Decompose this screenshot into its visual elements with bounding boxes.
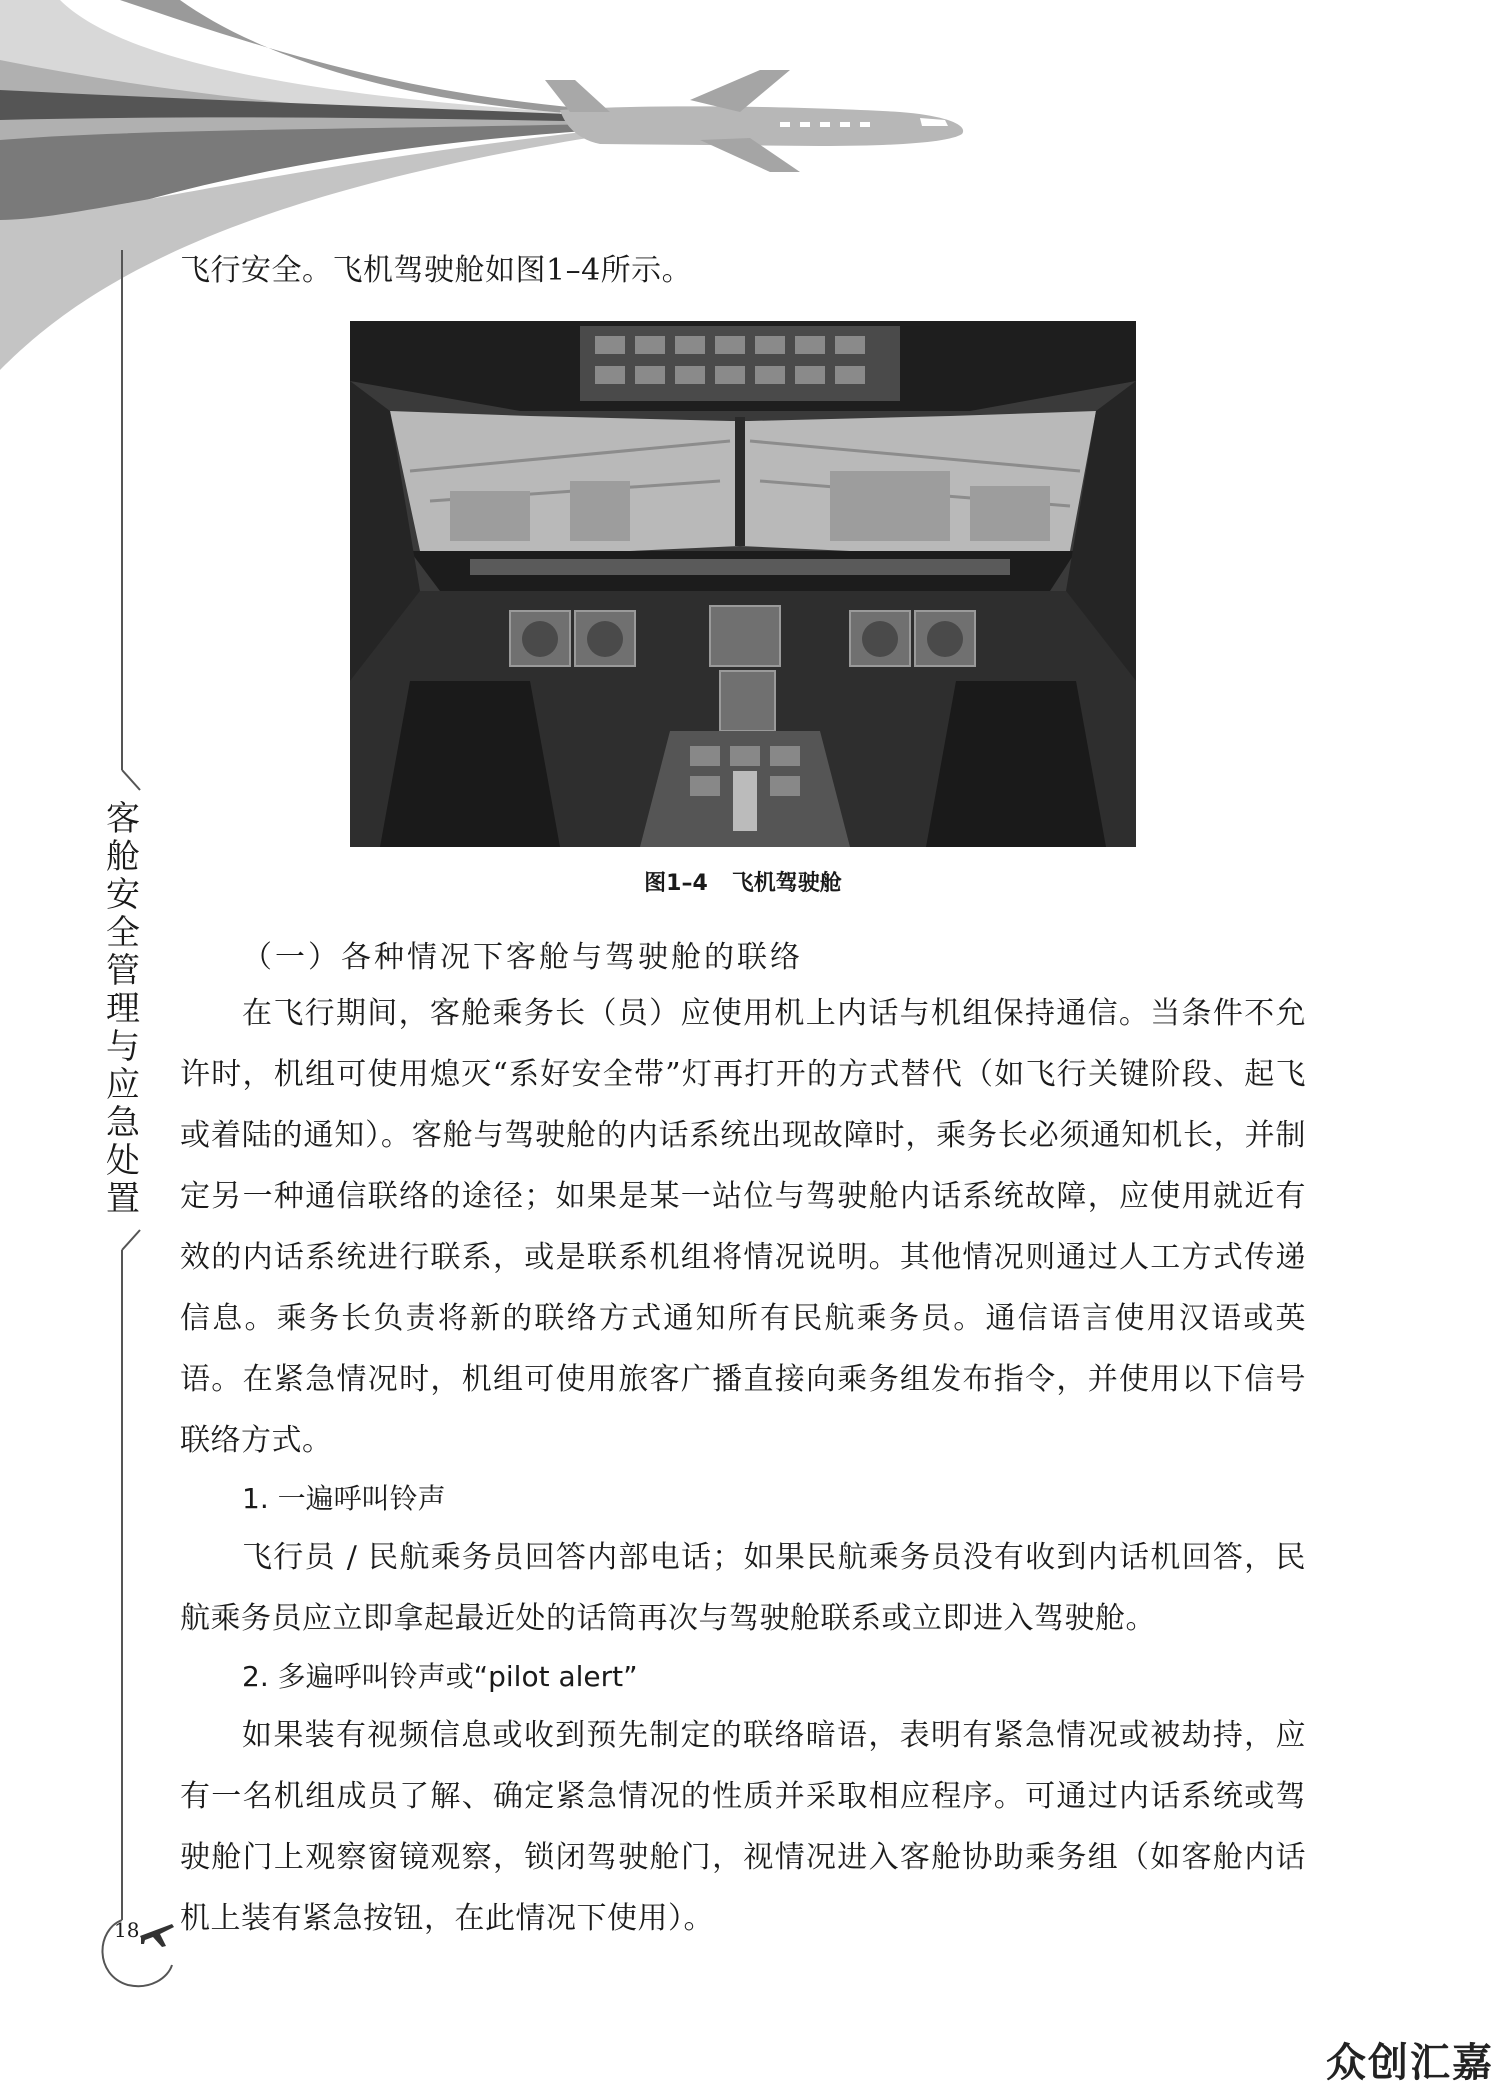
watermark-text: 众创汇嘉 xyxy=(1326,2040,1494,2086)
item1-text: 飞行员 / 民航乘务员回答内部电话；如果民航乘务员没有收到内话机回答，民航乘务员应立即拿起最近处的话筒再次与驾驶舱联系或立即进入驾驶舱。 xyxy=(180,1540,1306,1636)
sidebar-title-char: 置 xyxy=(106,1179,140,1219)
main-content xyxy=(180,240,1306,1949)
intro-line: 飞行安全。飞机驾驶舱如图1–4所示。 xyxy=(180,253,693,288)
sidebar-title-char: 急 xyxy=(106,1103,140,1143)
section-heading: （一）各种情况下客舱与驾驶舱的联络 xyxy=(242,940,803,975)
sidebar-title-char: 理 xyxy=(106,989,140,1029)
sidebar-book-title xyxy=(98,800,148,1218)
sidebar-title-char: 全 xyxy=(106,913,140,953)
figure-caption-text: 飞机驾驶舱 xyxy=(731,871,842,896)
item1-heading: 1. 一遍呼叫铃声 xyxy=(242,1482,446,1515)
airplane-icon xyxy=(136,1916,176,1950)
sidebar-title-char: 安 xyxy=(106,875,140,915)
side-margin-line xyxy=(0,0,180,2094)
cockpit-figure xyxy=(350,321,1136,847)
item2-heading: 2. 多遍呼叫铃声或“pilot alert” xyxy=(242,1660,638,1693)
page-number-area xyxy=(86,1900,176,1970)
sidebar-title-char: 管 xyxy=(106,951,140,991)
page-number: 18 xyxy=(114,1918,140,1942)
section-paragraph-1: 在飞行期间，客舱乘务长（员）应使用机上内话与机组保持通信。当条件不允许时，机组可使用熄灭“系好安全带”灯再打开的方式替代（如飞行关键阶段、起飞或着陆的通知）。客舱与驾驶舱的内话系统出现故障时，乘务长必须通知机长，并制定另一种通信联络的途径；如果是某一站位与驾驶舱内话系统故障，应使用就近有效的内话系统进行联系，或是联系机组将情况说明。其他情况则通过人工方式传递信息。乘务长负责将新的联络方式通知所有民航乘务员。通信语言使用汉语或英语。在紧急情况时，机组可使用旅客广播直接向乘务组发布指令，并使用以下信号联络方式。 xyxy=(180,996,1306,1458)
figure-caption xyxy=(180,869,1306,899)
sidebar-title-char: 处 xyxy=(106,1141,140,1181)
figure-caption-label: 图1–4 xyxy=(644,871,708,896)
sidebar-title-char: 舱 xyxy=(106,837,140,877)
cockpit-photo-icon xyxy=(350,321,1136,847)
sidebar-title-char: 应 xyxy=(106,1065,140,1105)
sidebar-title-char: 客 xyxy=(106,799,140,839)
sidebar-title-char: 与 xyxy=(106,1027,140,1067)
item2-text: 如果装有视频信息或收到预先制定的联络暗语，表明有紧急情况或被劫持，应有一名机组成员了解、确定紧急情况的性质并采取相应程序。可通过内话系统或驾驶舱门上观察窗镜观察，锁闭驾驶舱门，视情况进入客舱协助乘务组（如客舱内话机上装有紧急按钮，在此情况下使用）。 xyxy=(180,1718,1306,1936)
